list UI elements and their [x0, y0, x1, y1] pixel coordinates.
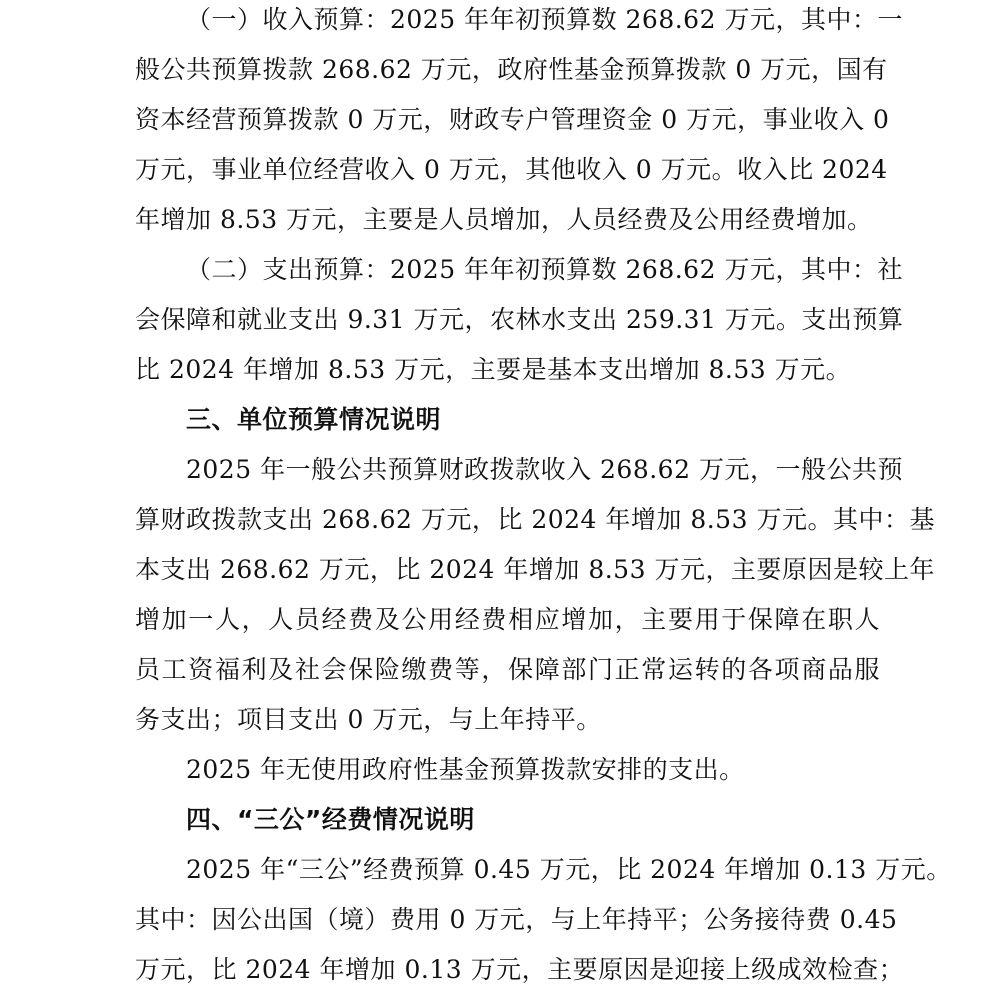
- paragraph-unit-budget-line-3: 本支出 268.62 万元，比 2024 年增加 8.53 万元，主要原因是较上年: [135, 555, 935, 584]
- paragraph-income-budget-line-4: 万元，事业单位经营收入 0 万元，其他收入 0 万元。收入比 2024: [135, 155, 888, 184]
- paragraph-government-fund: 2025 年无使用政府性基金预算拨款安排的支出。: [186, 755, 745, 784]
- paragraph-unit-budget-line-2: 算财政拨款支出 268.62 万元，比 2024 年增加 8.53 万元。其中：基: [135, 505, 935, 534]
- paragraph-unit-budget-line-1: 2025 年一般公共预算财政拨款收入 268.62 万元，一般公共预: [186, 455, 903, 484]
- paragraph-income-budget-line-5: 年增加 8.53 万元，主要是人员增加，人员经费及公用经费增加。: [135, 205, 873, 234]
- paragraph-unit-budget-line-4: 增加一人，人员经费及公用经费相应增加，主要用于保障在职人: [135, 605, 880, 634]
- paragraph-unit-budget-line-6: 务支出；项目支出 0 万元，与上年持平。: [135, 705, 602, 734]
- paragraph-three-public-line-1: 2025 年“三公”经费预算 0.45 万元，比 2024 年增加 0.13 万元。: [186, 855, 952, 884]
- section-heading-unit-budget: 三、单位预算情况说明: [186, 405, 442, 434]
- paragraph-income-budget-line-1: （一）收入预算：2025 年年初预算数 268.62 万元，其中：一: [186, 5, 903, 34]
- paragraph-three-public-line-3: 万元，比 2024 年增加 0.13 万元，主要原因是迎接上级成效检查；: [135, 955, 905, 984]
- paragraph-expense-budget-line-2: 会保障和就业支出 9.31 万元，农林水支出 259.31 万元。支出预算: [135, 305, 904, 334]
- paragraph-expense-budget-line-3: 比 2024 年增加 8.53 万元，主要是基本支出增加 8.53 万元。: [135, 355, 852, 384]
- paragraph-income-budget-line-3: 资本经营预算拨款 0 万元，财政专户管理资金 0 万元，事业收入 0: [135, 105, 890, 134]
- section-heading-three-public-expenses: 四、“三公”经费情况说明: [186, 805, 475, 834]
- paragraph-expense-budget-line-1: （二）支出预算：2025 年年初预算数 268.62 万元，其中：社: [186, 255, 903, 284]
- paragraph-three-public-line-2: 其中：因公出国（境）费用 0 万元，与上年持平；公务接待费 0.45: [135, 905, 898, 934]
- paragraph-unit-budget-line-5: 员工资福利及社会保险缴费等，保障部门正常运转的各项商品服: [135, 655, 880, 684]
- paragraph-income-budget-line-2: 般公共预算拨款 268.62 万元，政府性基金预算拨款 0 万元，国有: [135, 55, 888, 84]
